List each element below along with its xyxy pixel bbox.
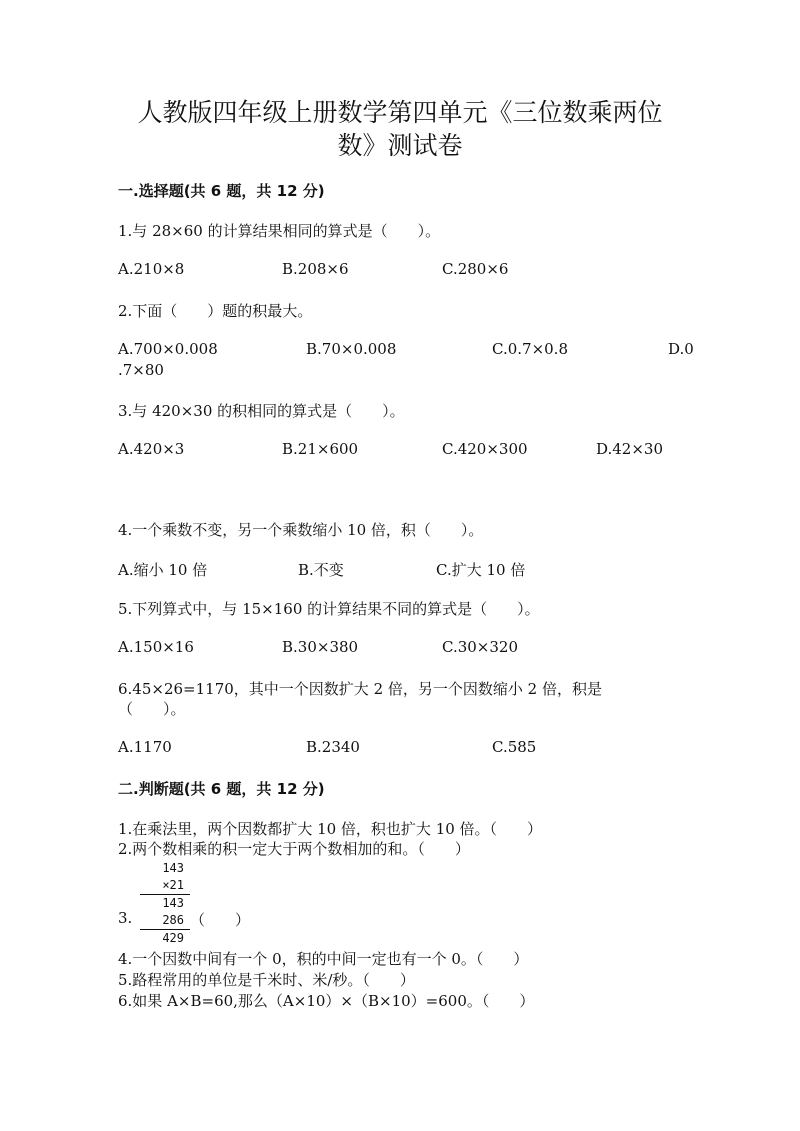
judge-statement-4: 4.一个因数中间有一个 0，积的中间一定也有一个 0。（ ）	[118, 950, 529, 968]
judge-statement-5: 5.路程常用的单位是千米时、米/秒。（ ）	[118, 971, 415, 989]
judge-statement-6: 6.如果 A×B=60,那么（A×10）×（B×10）=600。（ ）	[118, 992, 535, 1010]
question-5-option-b: B.30×380	[282, 638, 359, 656]
page-title-line-2: 数》测试卷	[337, 131, 463, 160]
question-4-option-b: B.不变	[298, 561, 344, 579]
question-5-option-c: C.30×320	[442, 638, 518, 656]
question-4-stem: 4.一个乘数不变，另一个乘数缩小 10 倍，积（ ）。	[118, 521, 484, 539]
judge-statement-2: 2.两个数相乘的积一定大于两个数相加的和。（ ）	[118, 840, 470, 858]
question-2-option-d-continued: .7×80	[118, 361, 164, 379]
question-2-option-c: C.0.7×0.8	[492, 340, 568, 358]
judge-statement-3-number: 3.	[118, 909, 133, 927]
question-2-stem: 2.下面（ ）题的积最大。	[118, 302, 313, 320]
calc-row-partial-1: 143	[162, 896, 184, 910]
calc-row-multiplier: ×21	[140, 877, 190, 895]
question-2-option-a: A.700×0.008	[118, 340, 218, 358]
question-1-stem: 1.与 28×60 的计算结果相同的算式是（ ）。	[118, 222, 441, 240]
judge-statement-3-answer-blank: （ ）	[190, 911, 251, 929]
calc-row-result: 429	[162, 931, 184, 945]
page-title-line-1: 人教版四年级上册数学第四单元《三位数乘两位	[137, 98, 663, 127]
question-3-option-a: A.420×3	[118, 440, 185, 458]
vertical-multiplication	[140, 860, 190, 947]
question-6-option-a: A.1170	[118, 738, 172, 756]
question-6-stem-continued: （ ）。	[118, 700, 186, 718]
question-6-option-c: C.585	[492, 738, 537, 756]
section-1-heading: 一.选择题(共 6 题，共 12 分)	[118, 182, 325, 200]
calc-row-partial-2: 286	[140, 912, 190, 930]
question-3-option-b: B.21×600	[282, 440, 359, 458]
question-4-option-c: C.扩大 10 倍	[436, 561, 526, 579]
question-1-option-a: A.210×8	[118, 260, 185, 278]
question-4-option-a: A.缩小 10 倍	[118, 561, 208, 579]
calc-row-multiplicand: 143	[162, 861, 184, 875]
section-2-heading: 二.判断题(共 6 题，共 12 分)	[118, 780, 325, 798]
question-2-option-d: D.0	[668, 340, 694, 358]
question-6-stem: 6.45×26=1170，其中一个因数扩大 2 倍，另一个因数缩小 2 倍，积是	[118, 680, 602, 698]
question-3-stem: 3.与 420×30 的积相同的算式是（ ）。	[118, 402, 405, 420]
question-2-option-b: B.70×0.008	[306, 340, 397, 358]
question-3-option-c: C.420×300	[442, 440, 528, 458]
question-1-option-c: C.280×6	[442, 260, 509, 278]
question-1-option-b: B.208×6	[282, 260, 349, 278]
question-6-option-b: B.2340	[306, 738, 360, 756]
judge-statement-1: 1.在乘法里，两个因数都扩大 10 倍，积也扩大 10 倍。（ ）	[118, 820, 543, 838]
question-5-stem: 5.下列算式中，与 15×160 的计算结果不同的算式是（ ）。	[118, 600, 540, 618]
question-5-option-a: A.150×16	[118, 638, 194, 656]
question-3-option-d: D.42×30	[596, 440, 664, 458]
